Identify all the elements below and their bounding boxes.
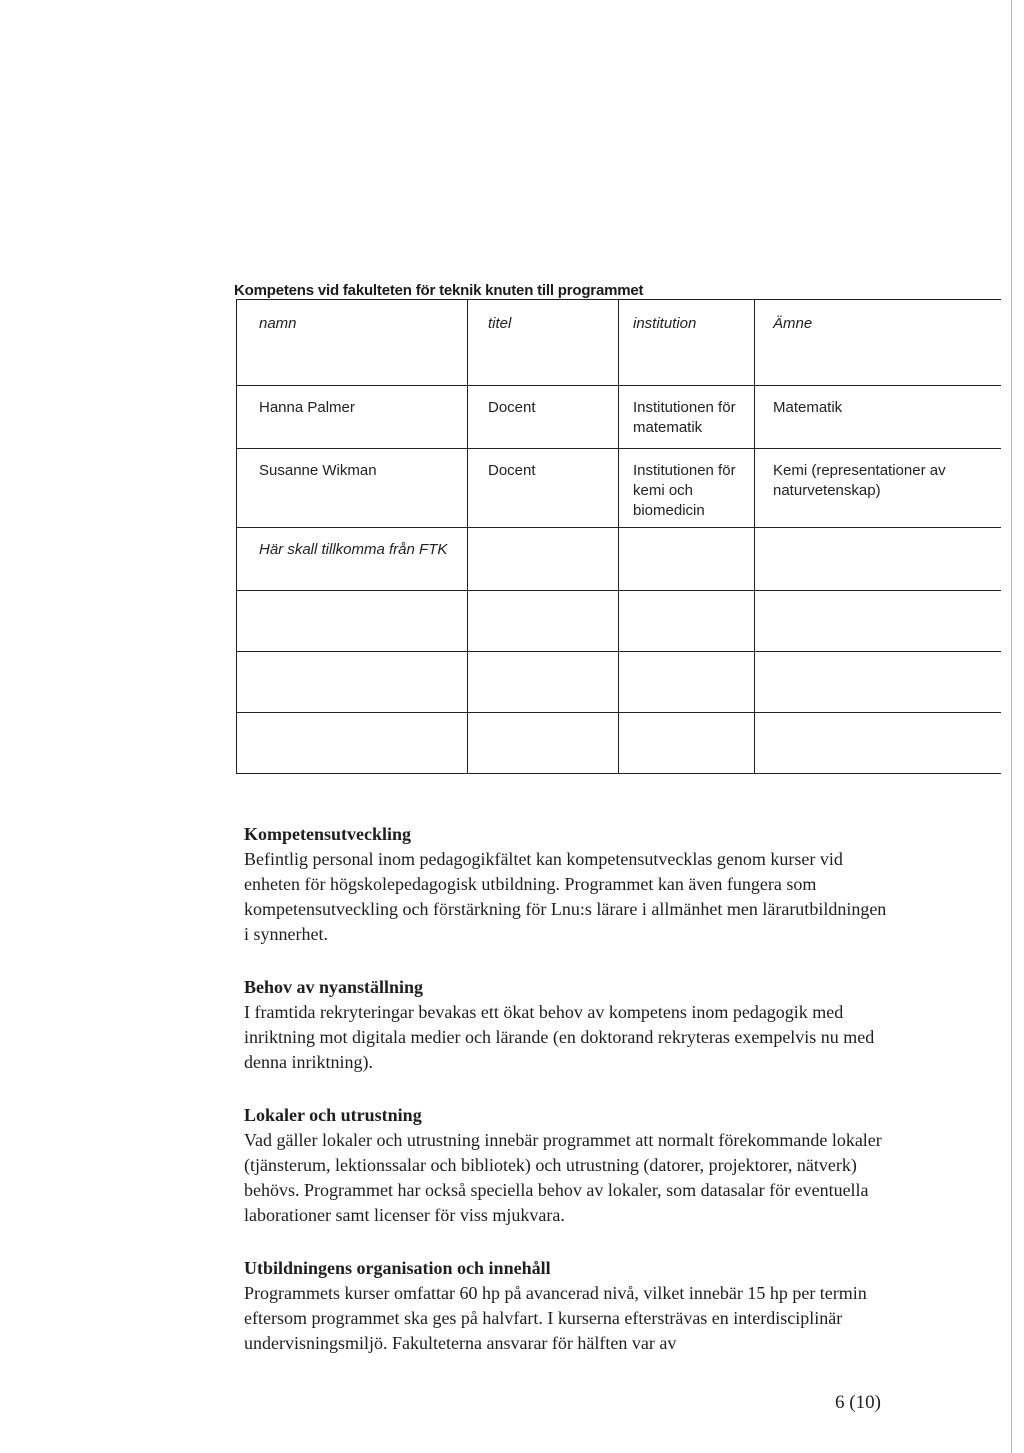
cell-subject: Kemi (representationer av naturvetenskap) [755, 449, 1001, 528]
cell-empty [237, 591, 468, 652]
section-behov-av-nyanstallning [244, 975, 894, 1075]
section-lokaler-och-utrustning [244, 1103, 894, 1228]
cell-title: Docent [468, 386, 619, 449]
cell-empty [468, 591, 619, 652]
cell-empty [755, 652, 1001, 713]
cell-name: Susanne Wikman [237, 449, 468, 528]
page-edge-line [1011, 0, 1012, 1453]
table-title: Kompetens vid fakulteten för teknik knuten till programmet [234, 282, 644, 299]
cell-title [468, 528, 619, 591]
header-amne: Ämne [755, 300, 1001, 386]
table-row-empty [237, 713, 1001, 774]
document-body [244, 822, 894, 1384]
table-row [237, 449, 1001, 528]
table-row-empty [237, 591, 1001, 652]
table-row [237, 528, 1001, 591]
table-row [237, 386, 1001, 449]
cell-empty [468, 652, 619, 713]
competence-table [236, 299, 1001, 774]
cell-name: Hanna Palmer [237, 386, 468, 449]
section-paragraph: Befintlig personal inom pedagogikfältet kan kompetensutvecklas genom kurser vid enheten för högskolepedagogisk utbildning. Programmet kan även fungera som kompetensutveckling och förstärkning för Lnu:s lärare i allmänhet men lärarutbildningen i synnerhet. [244, 849, 887, 944]
section-paragraph: I framtida rekryteringar bevakas ett ökat behov av kompetens inom pedagogik med inriktning mot digitala medier och lärande (en doktorand rekryteras exempelvis nu med denna inriktning). [244, 1002, 875, 1072]
cell-empty [619, 652, 755, 713]
header-titel: titel [468, 300, 619, 386]
cell-empty [237, 713, 468, 774]
cell-subject [755, 528, 1001, 591]
cell-empty [755, 591, 1001, 652]
cell-empty [619, 591, 755, 652]
section-kompetensutveckling [244, 822, 894, 947]
cell-empty [237, 652, 468, 713]
section-paragraph: Vad gäller lokaler och utrustning innebär programmet att normalt förekommande lokaler (tjänsterum, lektionssalar och bibliotek) och utrustning (datorer, projektorer, nätverk) behövs. Programmet har också speciella behov av lokaler, som datasalar för eventuella laborationer samt licenser för viss mjukvara. [244, 1130, 882, 1225]
cell-empty [755, 713, 1001, 774]
cell-name: Här skall tillkomma från FTK [237, 528, 468, 591]
cell-title: Docent [468, 449, 619, 528]
cell-institution [619, 528, 755, 591]
cell-institution: Institutionen för kemi och biomedicin [619, 449, 755, 528]
section-heading: Behov av nyanställning [244, 977, 424, 997]
cell-empty [468, 713, 619, 774]
page-number: 6 (10) [835, 1392, 881, 1413]
section-utbildningens-organisation [244, 1256, 894, 1356]
section-heading: Utbildningens organisation och innehåll [244, 1258, 551, 1278]
cell-empty [619, 713, 755, 774]
cell-institution: Institutionen för matematik [619, 386, 755, 449]
section-paragraph: Programmets kurser omfattar 60 hp på avancerad nivå, vilket innebär 15 hp per termin eftersom programmet ska ges på halvfart. I kurserna eftersträvas en interdisciplinär undervisningsmiljö. Fakulteterna ansvarar för hälften var av [244, 1283, 867, 1353]
section-heading: Lokaler och utrustning [244, 1105, 422, 1125]
cell-subject: Matematik [755, 386, 1001, 449]
section-heading: Kompetensutveckling [244, 824, 412, 844]
table-row-empty [237, 652, 1001, 713]
header-institution: institution [619, 300, 755, 386]
header-namn: namn [237, 300, 468, 386]
table-header-row [237, 300, 1001, 386]
